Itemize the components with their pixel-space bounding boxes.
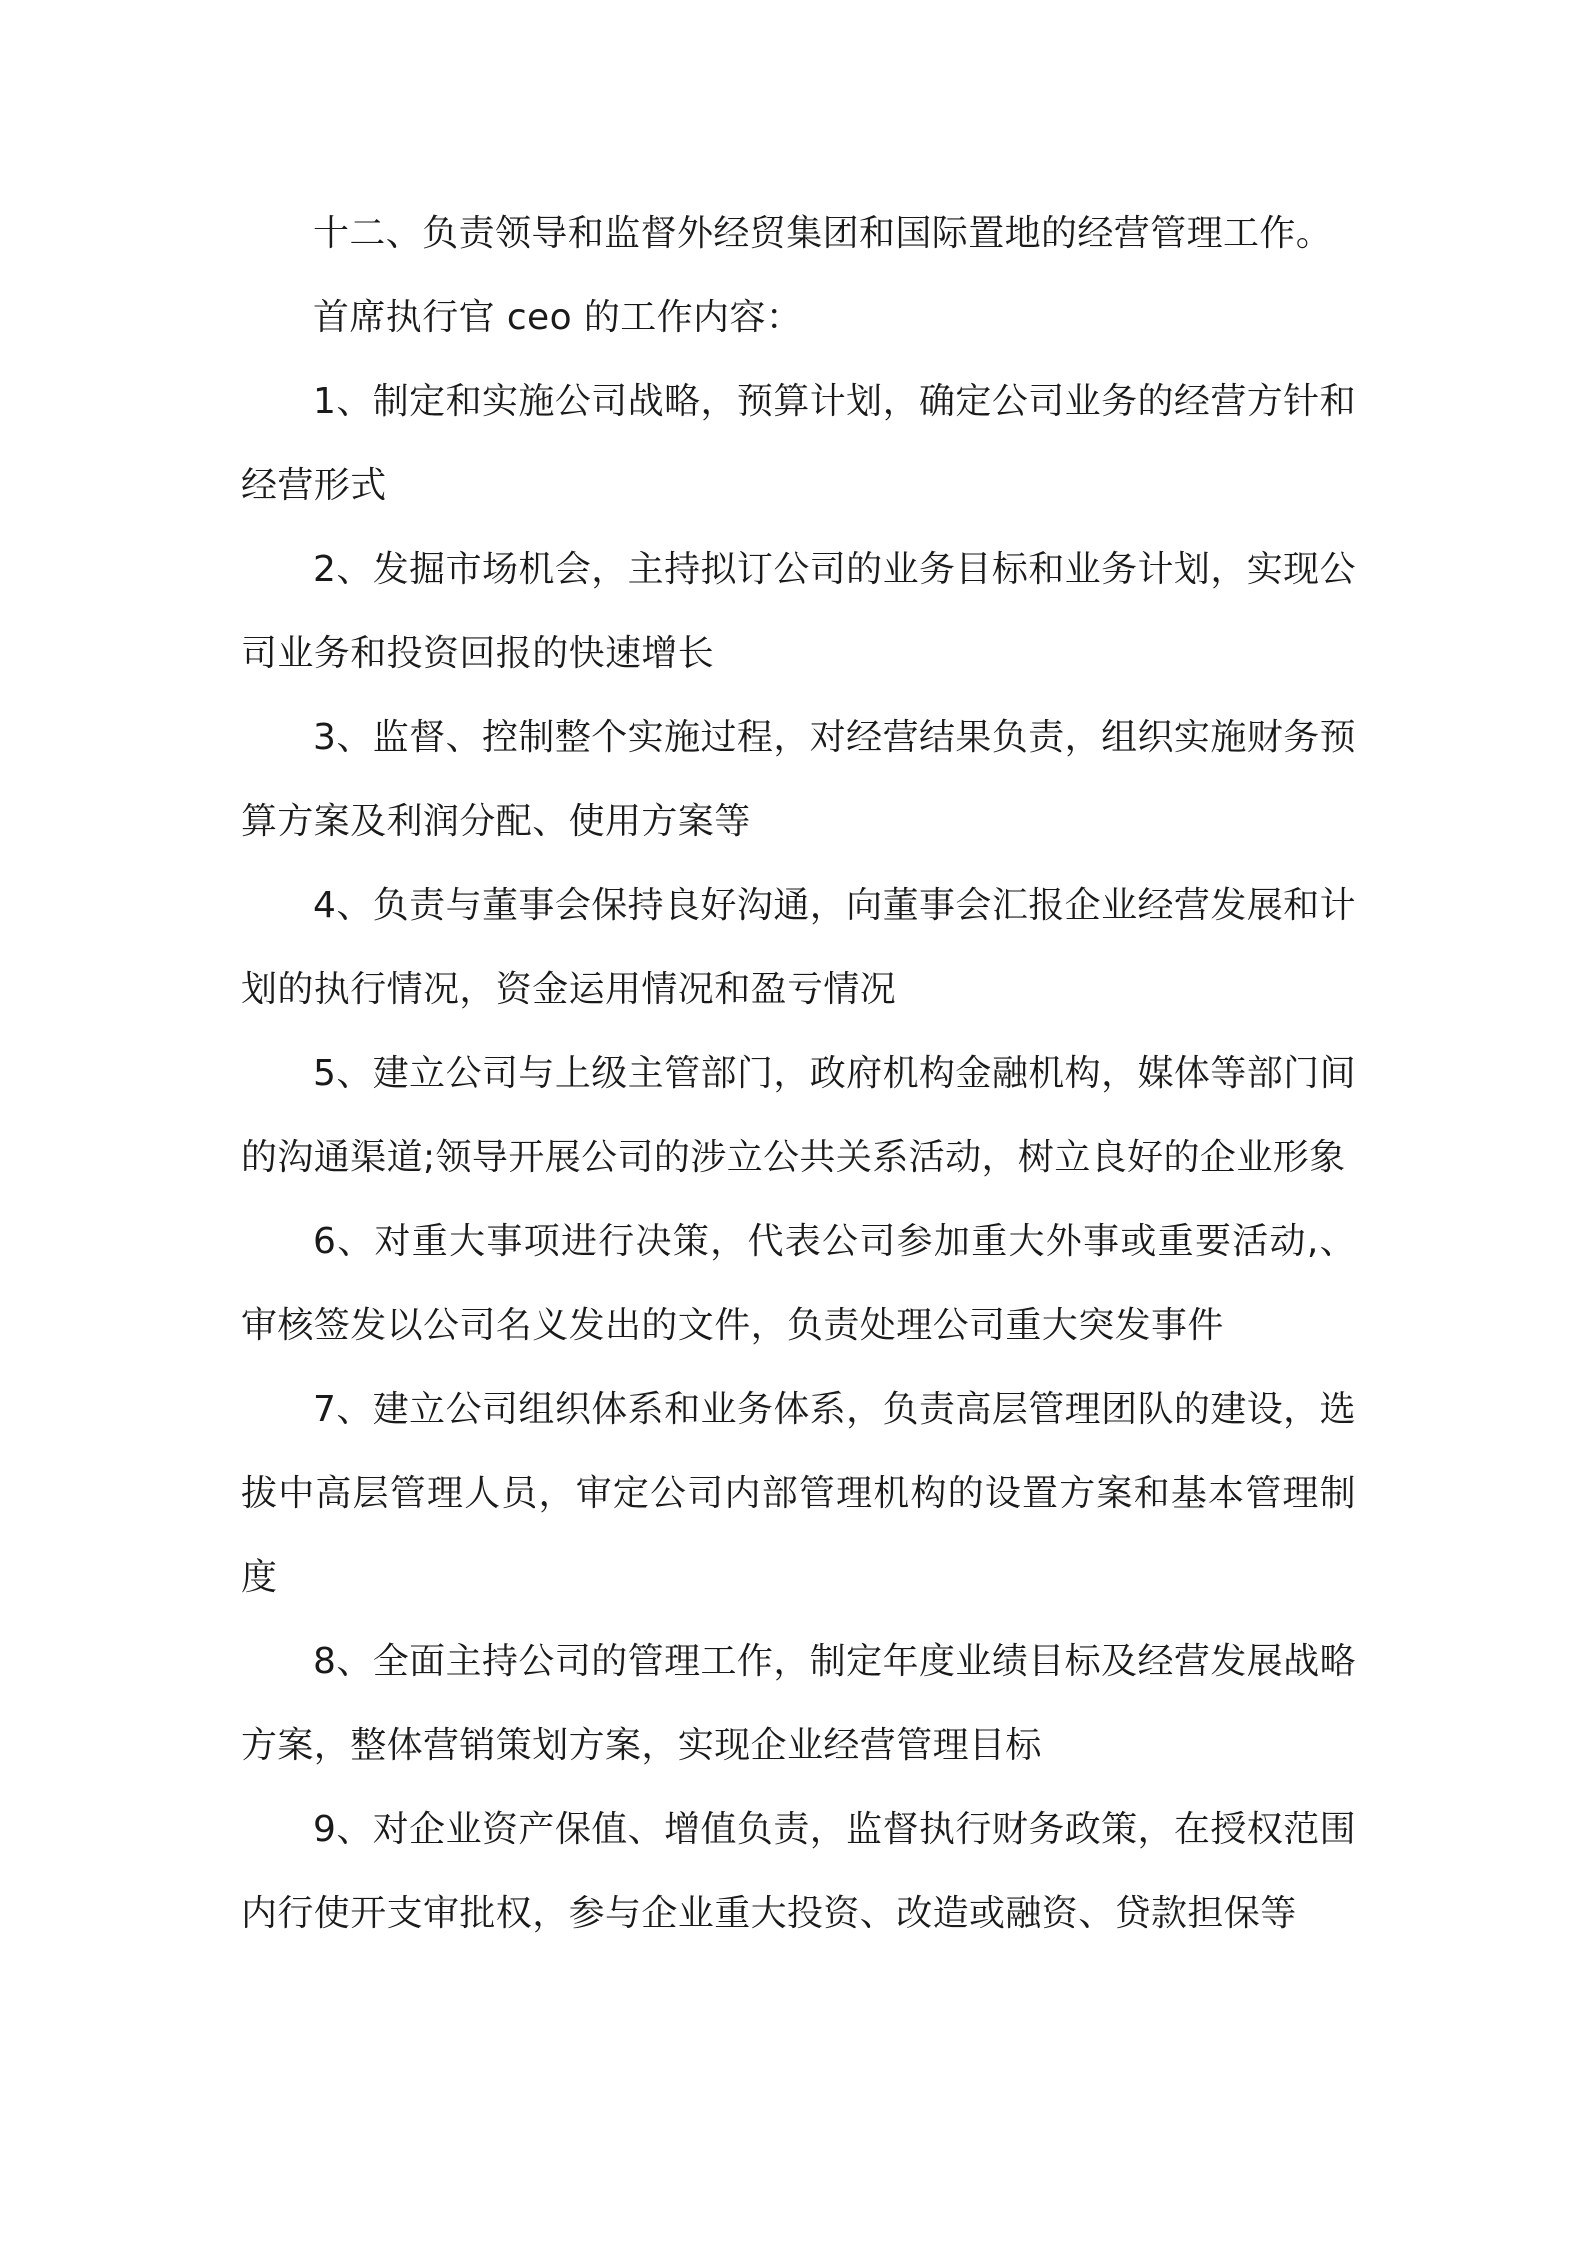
paragraph-item-8: 8、全面主持公司的管理工作，制定年度业绩目标及经营发展战略方案，整体营销策划方案，实现企业经营管理目标: [241, 1641, 1356, 1766]
paragraph-item-1: 1、制定和实施公司战略，预算计划，确定公司业务的经营方针和经营形式: [241, 381, 1356, 506]
paragraph-item-6: 6、对重大事项进行决策，代表公司参加重大外事或重要活动,、审核签发以公司名义发出的文件，负责处理公司重大突发事件: [241, 1221, 1356, 1346]
paragraph-item-7: 7、建立公司组织体系和业务体系，负责高层管理团队的建设，选拔中高层管理人员，审定公司内部管理机构的设置方案和基本管理制度: [241, 1389, 1356, 1598]
paragraph-item-2: 2、发掘市场机会，主持拟订公司的业务目标和业务计划，实现公司业务和投资回报的快速增长: [241, 549, 1356, 674]
paragraph-item-3: 3、监督、控制整个实施过程，对经营结果负责，组织实施财务预算方案及利润分配、使用方案等: [241, 717, 1356, 842]
paragraph-item-4: 4、负责与董事会保持良好沟通，向董事会汇报企业经营发展和计划的执行情况，资金运用情况和盈亏情况: [241, 885, 1356, 1010]
paragraph-ceo-heading: 首席执行官 ceo 的工作内容：: [313, 297, 803, 338]
paragraph-item-5: 5、建立公司与上级主管部门，政府机构金融机构，媒体等部门间的沟通渠道;领导开展公司的涉立公共关系活动，树立良好的企业形象: [241, 1053, 1356, 1178]
paragraph-section-12: 十二、负责领导和监督外经贸集团和国际置地的经营管理工作。: [313, 213, 1333, 254]
document-body: [241, 192, 1356, 1956]
paragraph-item-9: 9、对企业资产保值、增值负责，监督执行财务政策，在授权范围内行使开支审批权，参与企业重大投资、改造或融资、贷款担保等: [241, 1809, 1356, 1934]
